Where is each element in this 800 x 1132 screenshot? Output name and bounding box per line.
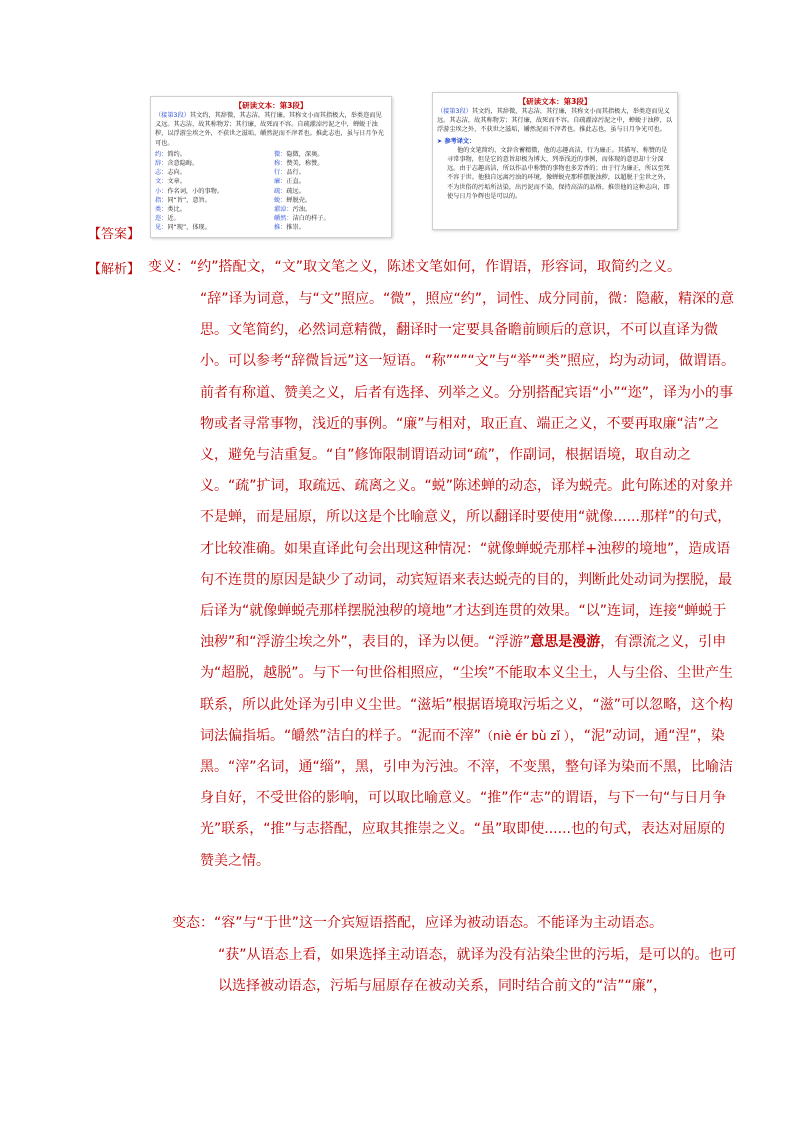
- card-note: 推：推崇。: [274, 224, 305, 232]
- analysis-voice-intro: 变态：“容”与“于世”这一介宾短语搭配，应译为被动语态。不能译为主动语态。: [172, 915, 664, 931]
- analysis-voice-body: “获”从语态上看，如果选择主动语态，就译为没有沾染尘世的污垢，是可以的。也可以选择被动语态，污垢与屈原存在被动关系，同时结合前文的“洁”“廉”，: [218, 947, 737, 994]
- text-image-left: [150, 96, 392, 238]
- card-note: 见：同“现”，体现。: [155, 224, 211, 232]
- card-note: 廉：正直。: [274, 178, 305, 186]
- reference-heading-text: 参考译文：: [444, 137, 476, 145]
- analysis-label: 【解析】: [88, 262, 141, 277]
- card-note: 小：作名词，小的事物。: [155, 187, 224, 195]
- card-note: 称：赞美，称赞。: [274, 160, 324, 168]
- card-title: 【研读文本：第3段】: [518, 97, 592, 106]
- text-image-right: [432, 92, 678, 230]
- card-note: 辞：含意隐晦。: [155, 160, 199, 168]
- card-intro-tag: （接第3段）: [155, 112, 190, 119]
- reference-heading: ➤ 参考译文：: [437, 137, 476, 145]
- card-note: 文：文章。: [155, 178, 186, 186]
- card-note: 约：简约。: [155, 150, 186, 158]
- card-note: 微：隐微，深奥。: [274, 150, 324, 158]
- reference-translation: 他的文笔简约，文辞含蓄精微，他的志趣高洁，行为廉正。其描写、称赞的是寻常事物，但是它的意旨却极为博大，列举浅近的事例，而体现的意思却十分深远。由于志趣高洁，所以作品中称赞的事物也多芳香的；由于行为廉正，所以至死不容于世。他独自远离污浊的环境，像蝉蜕壳那样摆脱浊秽，以超脱于尘世之外，不为世俗的污垢所沾染，出污泥而不染，保持高洁的品格。推崇他的这种志向，即使与日月争辉也是可以的。: [447, 146, 670, 200]
- card-title: 【研读文本：第3段】: [234, 101, 308, 110]
- card-note: 皭然：洁白的样子。: [274, 215, 330, 223]
- answer-label: 【答案】: [88, 227, 141, 242]
- analysis-pinyin: （niè ér bù zǐ ）: [481, 728, 570, 743]
- card-note: 指：同“旨”，意旨。: [155, 196, 211, 204]
- analysis-text-part-c: ，“泥”动词，通“涅”，染黑。“滓”名词，通“缁”，黑，引申为污浊。不滓，不变黑，整句译为染而不黑，比喻洁身自好，不受世俗的影响，可以取比喻意义。“推”作“志”的谓语，与下一句“与日月争光”联系，“推”与志搭配，应取其推崇之义。“虽”取即使......也的句式，表达对屈原的赞美之情。: [200, 727, 734, 869]
- analysis-text-part-a: “辞”译为词意，与“文”照应。“微”，照应“约”，词性、成分同前，微：隐蔽，精深的意思。文笔简约，必然词意精微，翻译时一定要具备瞻前顾后的意识，不可以直译为微小。可以参考“辞微旨远”这一短语。“称”“”“文”与“举”“类”照应，均为动词，做谓语。前者有称道、赞美之义，后者有选择、列举之义。分别搭配宾语“小”“迩”，译为小的事物或者寻常事物，浅近的事例。“廉”与相对，取正直、端正之义，不要再取廉“洁”之义，避免与洁重复。“自”修饰限制谓语动词“疏”，作副词，根据语境，取自动之义。“疏”扩词，取疏远、疏离之义。“蜕”陈述蝉的动态，译为蜕壳。此句陈述的对象并不是蝉，而是屈原，所以这是个比喻意义，所以翻译时要使用“就像......那样”的句式，才比较准确。如果直译此句会出现这种情况：“就像蝉蜕壳那样+浊秽的境地”，造成语句不连贯的原因是缺少了动词，动宾短语来表达蜕壳的目的，判断此处动词为摆脱，最后译为“就像蝉蜕壳那样摆脱浊秽的境地”才达到连贯的效果。“以”连词，连接“蝉蜕于浊秽”和“浮游尘埃之外”，表目的，译为以便。“浮游”: [200, 291, 736, 651]
- card-note: 行：品行。: [274, 169, 305, 177]
- analysis-text-emphasis: 意思是漫游: [530, 634, 601, 651]
- card-note: 濯淖：污浊。: [274, 206, 312, 214]
- card-intro-tag: （接第3段）: [437, 108, 472, 115]
- card-note: 疏：疏远。: [274, 187, 305, 195]
- card-note: 蜕：蝉脱壳。: [274, 196, 312, 204]
- card-note: 类：类比。: [155, 206, 186, 214]
- card-body-text: 其文约，其辞微，其志洁，其行廉，其称文小而其指极大，举类迩而见义远。其志洁，故其称物芳；其行廉，故死而不容。自疏濯淖污泥之中，蝉蜕于浊秽，以浮游尘埃之外，不获世之滋垢，皭然泥而不滓者也。推此志也，虽与日月争光可也。: [437, 108, 673, 134]
- analysis-meaning-intro: 变义：“约”搭配文，“文”取文笔之义，陈述文笔如何，作谓语，形容词，取简约之义。: [148, 259, 682, 275]
- card-body: [433, 107, 677, 135]
- card-note: 志：志向。: [155, 169, 186, 177]
- card-notes: [151, 148, 391, 233]
- analysis-meaning-body: [200, 284, 738, 877]
- card-note: 迩：近。: [155, 215, 180, 223]
- card-body: [151, 111, 391, 148]
- card-body-text: 其文约，其辞微，其志洁，其行廉。其称文小而其指极大，举类迩而见义远。其志洁，故其称物芳；其行廉，故死而不容。自疏濯淖污泥之中，蝉蜕于浊秽，以浮游尘埃之外，不获世之滋垢，皭然泥而不滓者也。推此志也，虽与日月争光可也。: [155, 112, 384, 147]
- analysis-text-part-b: ，有漂流之义，引申为“超脱，越脱”。与下一句世俗相照应，“尘埃”不能取本义尘土，人与尘俗、尘世产生联系，所以此处译为引申义尘世。“滋垢”根据语境取污垢之义，“滋”可以忽略，这个构词法偏指垢。“皭然”洁白的样子。“泥而不滓”: [200, 634, 734, 744]
